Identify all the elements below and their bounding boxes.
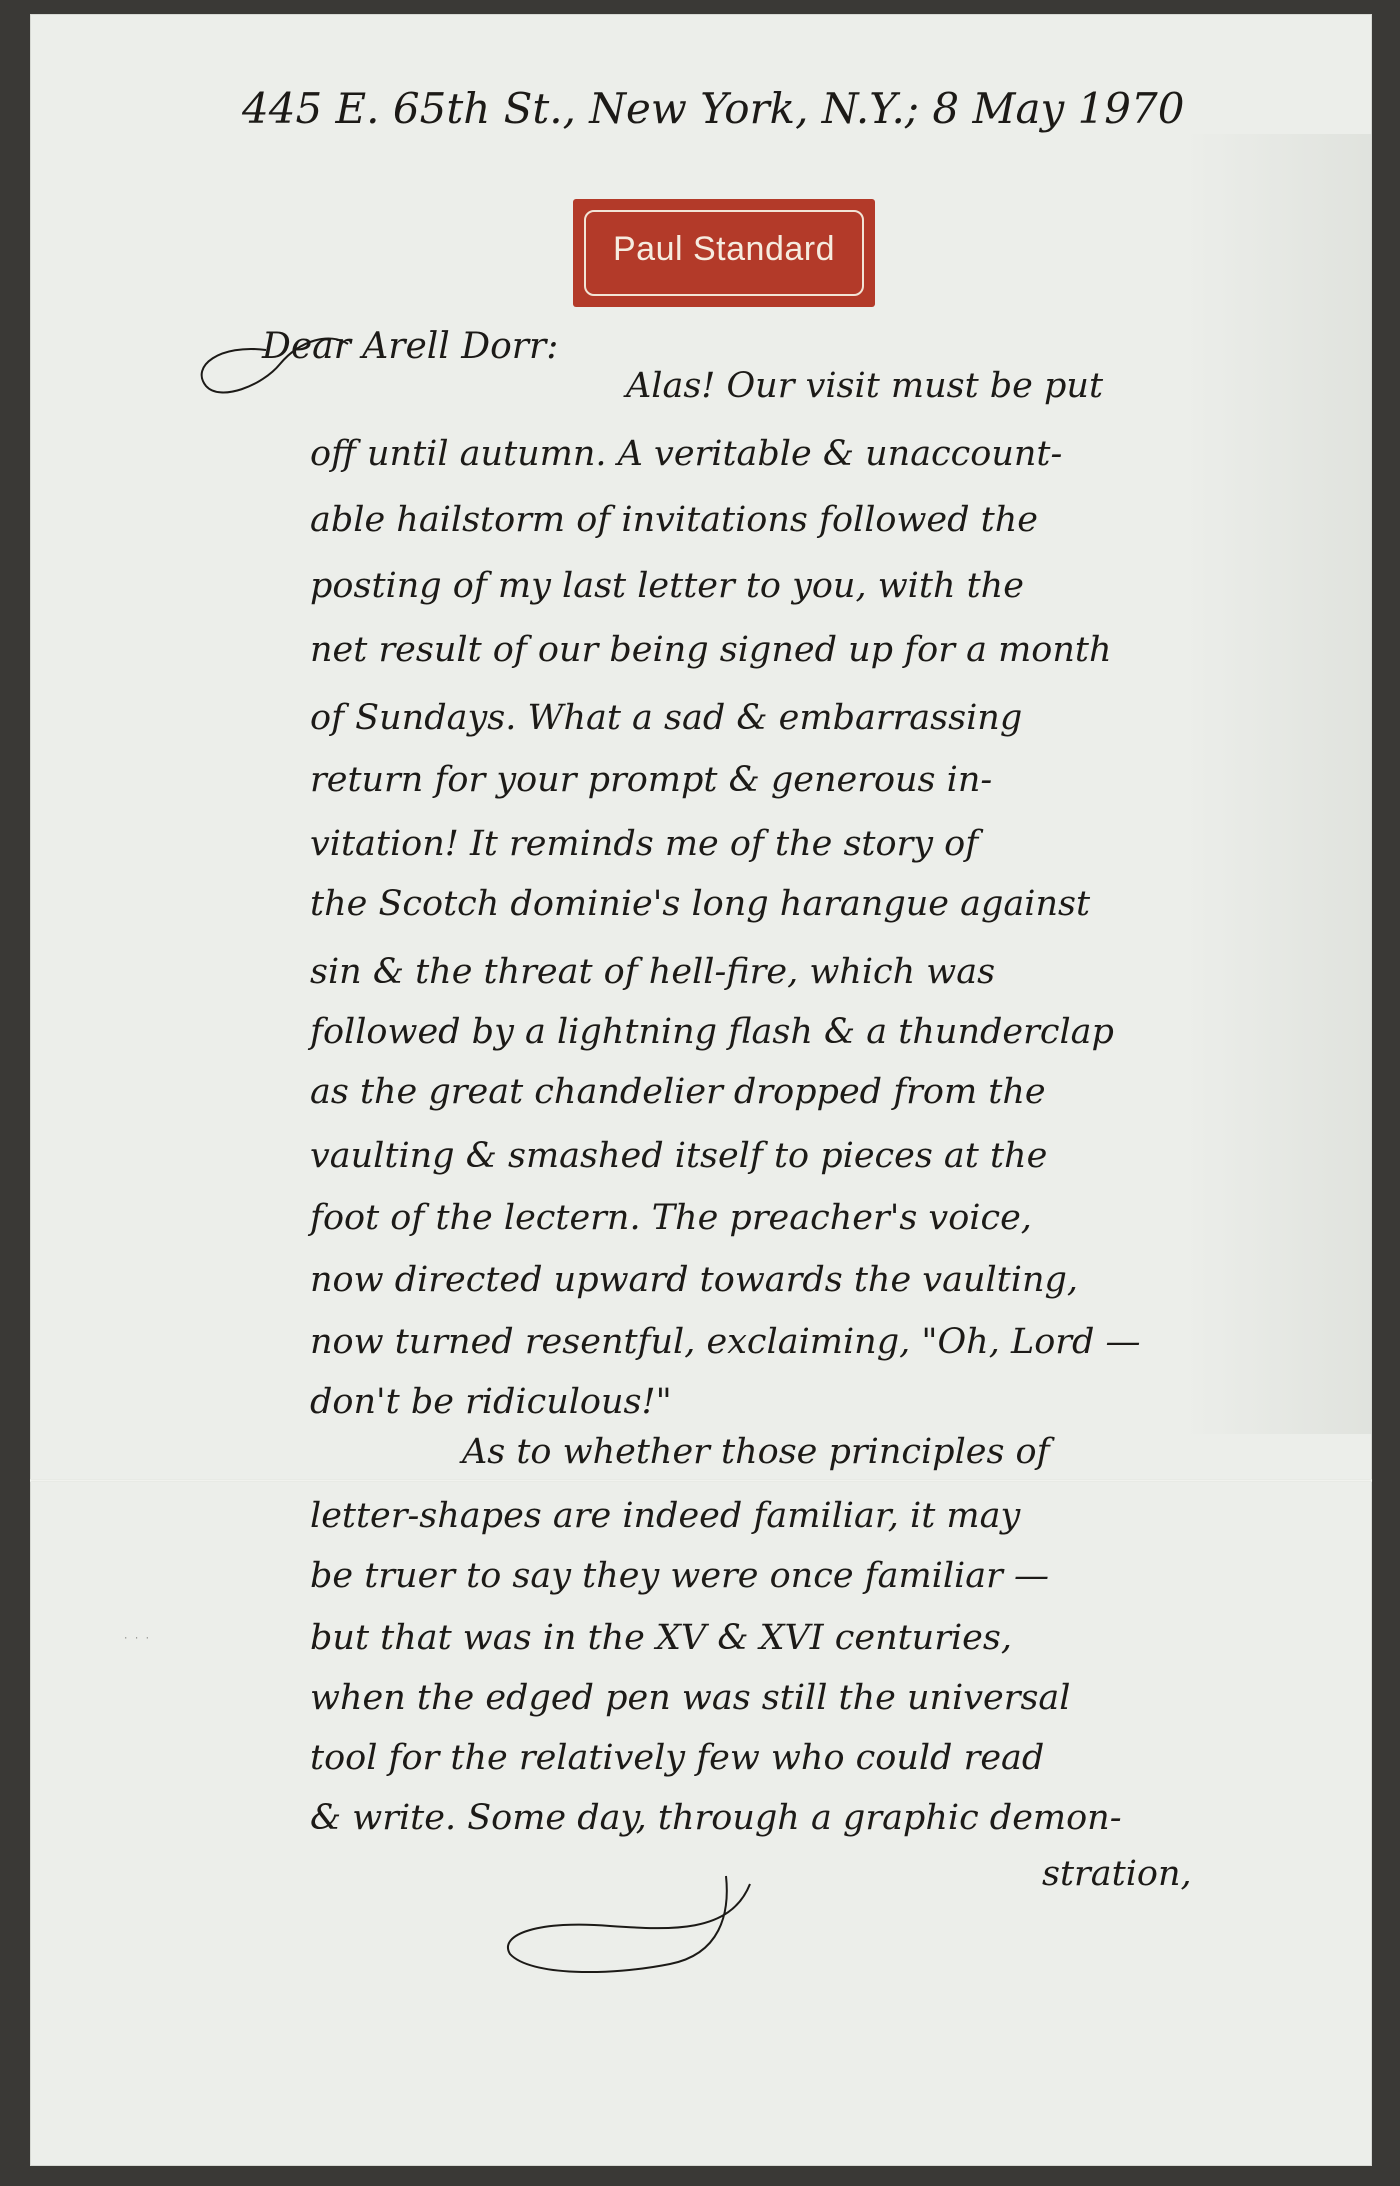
body-line: & write. Some day, through a graphic demon- bbox=[310, 1798, 1122, 1838]
body-line: vitation! It reminds me of the story of bbox=[310, 824, 979, 864]
body-line: As to whether those principles of bbox=[462, 1432, 1050, 1472]
closing-flourish bbox=[508, 1876, 750, 1972]
body-line: sin & the threat of hell-fire, which was bbox=[310, 952, 996, 992]
salutation: Dear Arell Dorr: bbox=[262, 326, 559, 367]
body-line: stration, bbox=[1042, 1854, 1192, 1894]
body-line: vaulting & smashed itself to pieces at the bbox=[310, 1136, 1048, 1176]
letter-page bbox=[30, 14, 1372, 2166]
body-line: followed by a lightning flash & a thunderclap bbox=[310, 1012, 1114, 1052]
body-line: now directed upward towards the vaulting, bbox=[310, 1260, 1079, 1300]
body-line: as the great chandelier dropped from the bbox=[310, 1072, 1046, 1112]
body-line: now turned resentful, exclaiming, "Oh, Lord — bbox=[310, 1322, 1141, 1362]
body-line: when the edged pen was still the universal bbox=[310, 1678, 1071, 1718]
body-line: net result of our being signed up for a month bbox=[310, 630, 1112, 670]
body-line: be truer to say they were once familiar — bbox=[310, 1556, 1049, 1596]
letterhead-name: Paul Standard bbox=[613, 230, 835, 268]
stray-mark: · · · bbox=[123, 1634, 151, 1644]
body-line: Alas! Our visit must be put bbox=[626, 366, 1104, 406]
body-line: letter-shapes are indeed familiar, it may bbox=[310, 1496, 1021, 1536]
body-line: return for your prompt & generous in- bbox=[310, 760, 993, 800]
body-line: tool for the relatively few who could read bbox=[310, 1738, 1045, 1778]
body-line: posting of my last letter to you, with the bbox=[310, 566, 1024, 606]
body-line: able hailstorm of invitations followed the bbox=[310, 500, 1038, 540]
body-line: off until autumn. A veritable & unaccount- bbox=[310, 434, 1063, 474]
body-line: the Scotch dominie's long harangue against bbox=[310, 884, 1091, 924]
body-line: foot of the lectern. The preacher's voice, bbox=[310, 1198, 1032, 1238]
body-line: of Sundays. What a sad & embarrassing bbox=[310, 698, 1023, 738]
letter-header: 445 E. 65th St., New York, N.Y.; 8 May 1970 bbox=[242, 84, 1185, 133]
body-line: but that was in the XV & XVI centuries, bbox=[310, 1618, 1012, 1658]
body-line: don't be ridiculous!" bbox=[310, 1382, 672, 1422]
